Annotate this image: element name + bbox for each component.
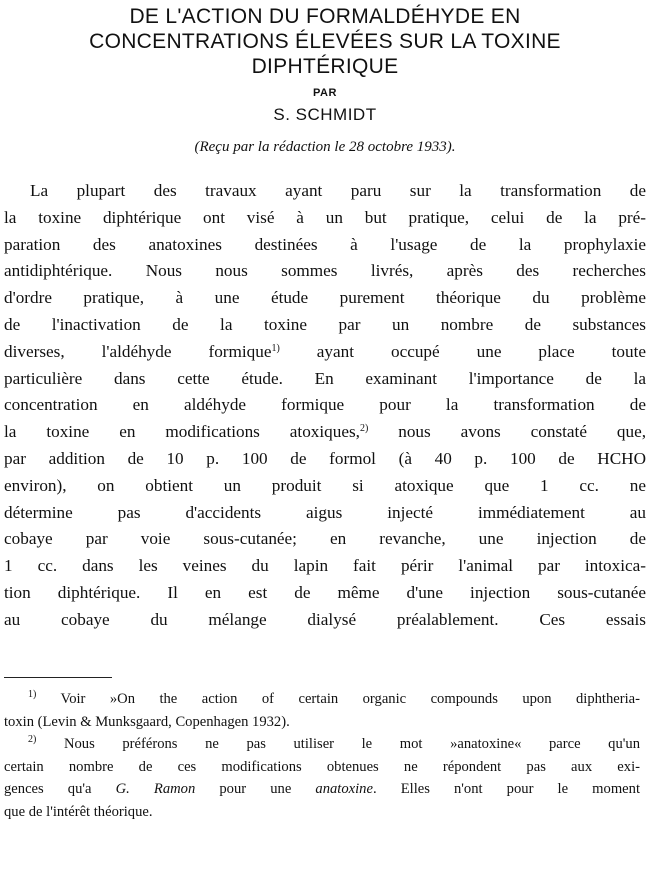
body-line-text: diverses, l'aldéhyde formique: [4, 341, 272, 361]
body-line-text: la toxine en modifications atoxiques,: [4, 422, 360, 442]
body-line: de l'inactivation de la toxine par un nombre de substances: [4, 314, 646, 334]
received-date: (Reçu par la rédaction le 28 octobre 1933).: [194, 139, 456, 155]
footnote-1-line: toxin (Levin & Munksgaard, Copenhagen 1932).: [4, 713, 290, 730]
footnote-mark-1: 1): [28, 689, 37, 700]
body-line: particulière dans cette étude. En examinant l'importance de la: [4, 368, 646, 388]
footnote-ref-1: 1): [271, 342, 280, 354]
footnote-2-line: gences qu'a G. Ramon pour une anatoxine. Elles n'ont pour le moment: [4, 781, 640, 797]
title-line-1: DE L'ACTION DU FORMALDÉHYDE EN: [129, 5, 521, 28]
body-line: la toxine diphtérique ont visé à un but pratique, celui de la pré-: [4, 207, 646, 227]
page: [0, 4, 650, 895]
body-line: paration des anatoxines destinées à l'usage de la prophylaxie: [4, 234, 646, 254]
body-line: environ), on obtient un produit si atoxique que 1 cc. ne: [4, 475, 646, 495]
body-line: par addition de 10 p. 100 de formol (à 40 p. 100 de HCHO: [4, 448, 646, 468]
footnote-separator: [4, 677, 112, 678]
body-line: d'ordre pratique, à une étude purement théorique du problème: [4, 288, 646, 308]
term-italic: anatoxine: [315, 781, 373, 797]
body-line: [4, 339, 646, 366]
body-line: détermine pas d'accidents aigus injecté immédiatement au: [4, 502, 646, 522]
footnote-2-line: que de l'intérêt théorique.: [4, 803, 153, 820]
footnote-1-line: $^{1)}$ Voir »On the action of certain organic compounds upon diphtheria-: [28, 689, 640, 707]
body-line-text: ayant occupé une place toute: [279, 341, 647, 361]
body-line: concentration en aldéhyde formique pour la transformation de: [4, 395, 646, 415]
footnotes: [4, 688, 640, 823]
footnote-mark-2: 2): [28, 734, 37, 745]
title-line-3: DIPHTÉRIQUE: [251, 55, 399, 78]
footnote-2-line: certain nombre de ces modifications obtenues ne répondent pas aux exi-: [4, 758, 640, 775]
body-line: [4, 419, 646, 446]
byline-par: PAR: [313, 87, 337, 99]
author-ref: G. Ramon: [115, 781, 196, 797]
body-line: cobaye par voie sous-cutanée; en revanche, une injection de: [4, 529, 646, 549]
body-line: La plupart des travaux ayant paru sur la transformation de: [30, 181, 646, 200]
body-line: 1 cc. dans les veines du lapin fait périr l'animal par intoxica-: [4, 556, 646, 576]
body-line: au cobaye du mélange dialysé préalablement. Ces essais: [4, 609, 646, 629]
article-title: [30, 4, 620, 79]
title-line-2: CONCENTRATIONS ÉLEVÉES SUR LA TOXINE: [89, 30, 561, 53]
body-line: antidiphtérique. Nous nous sommes livrés, après des recherches: [4, 261, 646, 281]
body-line: tion diphtérique. Il en est de même d'une injection sous-cutanée: [4, 582, 646, 602]
body-line-text: nous avons constaté que,: [368, 422, 646, 442]
footnote-ref-2: 2): [359, 423, 369, 435]
author-name: S. SCHMIDT: [273, 105, 377, 124]
body-paragraph: [4, 178, 646, 634]
footnote-2-line: $^{2)}$ Nous préférons ne pas utiliser le mot »anatoxine« parce qu'un: [28, 734, 640, 752]
